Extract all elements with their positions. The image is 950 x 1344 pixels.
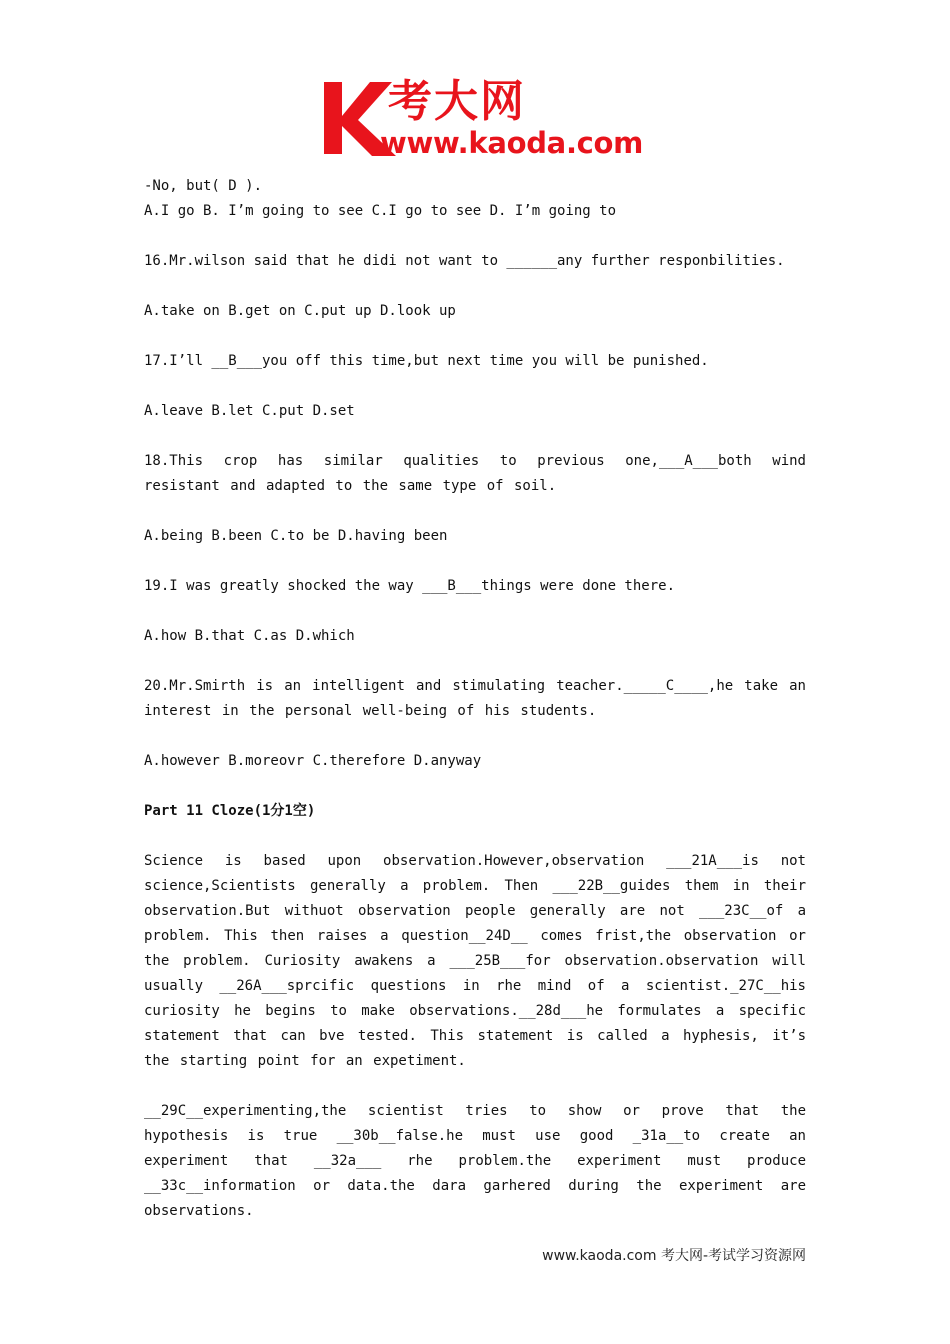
question-17-options: A.leave B.let C.put D.set	[144, 403, 355, 419]
cloze-paragraph-1: Science is based upon observation.However,observation ___21A___is not science,Scientists generally a problem. Then ___22B__guides them in their observation.But withuot observation people generally are not ___23C__of a problem. This then raises a question__24D__ comes frist,the observation or the problem. Curiosity awakens a ___25B___for observation.observation will usually __26A___sprcific questions in rhe mind of a scientist._27C__his curiosity he begins to make observations.__28d___he formulates a specific statement that can bve tested. This statement is called a hyphesis, it’s the starting point for an expetiment.	[144, 853, 806, 1069]
page-footer: www.kaoda.com 考大网-考试学习资源网	[542, 1248, 806, 1264]
question-16-options: A.take on B.get on C.put up D.look up	[144, 303, 456, 319]
question-18: 18.This crop has similar qualities to previous one,___A___both wind resistant and adapted to the same type of soil.	[144, 453, 806, 494]
question-19-options: A.how B.that C.as D.which	[144, 628, 355, 644]
section-heading: Part 11 Cloze(1分1空)	[144, 803, 316, 819]
question-15-options: A.I go B. I’m going to see C.I go to see D. I’m going to	[144, 203, 617, 219]
question-16: 16.Mr.wilson said that he didi not want to ______any further responbilities.	[144, 253, 785, 269]
cloze-paragraph-2: __29C__experimenting,the scientist tries to show or prove that the hypothesis is true __30b__false.he must use good _31a__to create an experiment that __32a___ rhe problem.the experiment must produce __33c__information or data.the dara garhered during the experiment are observations.	[144, 1103, 806, 1219]
answer-line: -No, but( D ).	[144, 178, 263, 194]
logo-url-text: www.kaoda.com	[380, 126, 644, 160]
question-18-options: A.being B.been C.to be D.having been	[144, 528, 448, 544]
question-20: 20.Mr.Smirth is an intelligent and stimulating teacher._____C____,he take an interest in the personal well-being of his students.	[144, 678, 806, 719]
logo-chinese-text: 考大网	[388, 76, 526, 127]
question-19: 19.I was greatly shocked the way ___B___things were done there.	[144, 578, 676, 594]
document-body	[144, 174, 806, 1249]
site-logo	[318, 76, 644, 160]
question-17: 17.I’ll __B___you off this time,but next time you will be punished.	[144, 353, 709, 369]
question-20-options: A.however B.moreovr C.therefore D.anyway	[144, 753, 482, 769]
